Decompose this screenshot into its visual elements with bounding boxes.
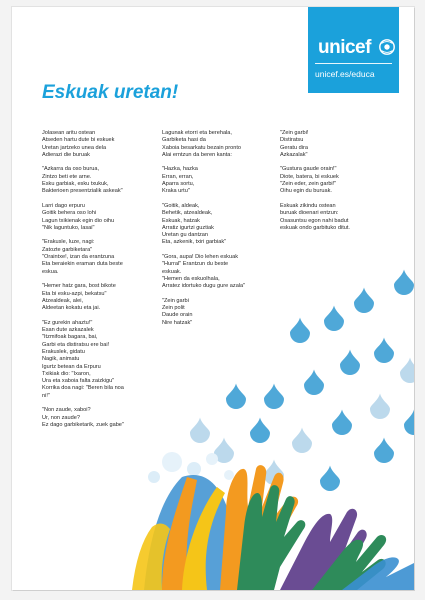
poem-line: Eskuak zikindu ostean <box>280 202 336 209</box>
poem-line: Arratez idortuko dugu gure azala" <box>162 283 246 290</box>
poem-line: eskuak. <box>162 268 182 275</box>
poem-line: "Zein eder, zein garbi!" <box>280 181 337 188</box>
poem-line: Garbiketa hasi da <box>162 137 206 144</box>
colorful-hands <box>132 465 414 590</box>
poem-line: Zintzo beti ete arne. <box>42 173 92 180</box>
poem-line: Distiratsu <box>280 137 304 144</box>
poem-line: Adierazi die buruak <box>42 151 90 158</box>
poem-line: Oihu egin du buruak. <box>280 188 332 195</box>
poem-line: Aldeetan kokatu eta jai. <box>42 305 101 312</box>
poem-line: "Nik laguntuko, lasai" <box>42 224 95 231</box>
poem-line: "Hemer hatz gara, bost bikote <box>42 283 116 290</box>
water-drop <box>340 350 360 376</box>
poem-line: Arratiz igurtzi guztiak <box>162 224 214 231</box>
water-drop <box>190 418 210 444</box>
poem-line: "Gora, aupa! Dio lehen eskuak <box>162 254 238 261</box>
poem-line: Bakterioen presentzialik askeak" <box>42 188 123 195</box>
document-page <box>12 7 414 590</box>
poem-line: Nire hatzak" <box>162 319 193 326</box>
water-drop <box>354 288 374 314</box>
poem-line: Esan dute azkazalek <box>42 327 94 334</box>
water-drop <box>290 318 310 344</box>
poem-line: Larri dago erpuru <box>42 202 85 209</box>
poem-line: Nagik, animatu <box>42 356 80 363</box>
poem-line: Ez dago garbiketarik, zuek gabe" <box>42 421 124 428</box>
water-drop <box>404 410 414 436</box>
poem-line: Eta, azkenik, txiri garbiak" <box>162 239 227 246</box>
poem-line: Osasuntsu egon nahi badut <box>280 217 349 224</box>
poem-line: Zein polit <box>162 305 185 312</box>
water-drop <box>374 338 394 364</box>
water-drop <box>370 394 390 420</box>
unicef-logo: unicef <box>318 37 371 58</box>
water-drop <box>264 384 284 410</box>
poem-line: "Itzmifoak bagara, bai, <box>42 334 98 341</box>
poem-line: "Azkarra da oso burua, <box>42 166 100 173</box>
poem-line: Ur, non zaude? <box>42 414 80 421</box>
poem-line: Esku garbiak, esku txukuk, <box>42 181 109 188</box>
poem-line: Garbi eta distiratsu ere bai! <box>42 341 110 348</box>
poem-line: Atseden hartu dute bi eskuek <box>42 137 115 144</box>
poem-line: eskua. <box>42 268 59 275</box>
water-drop <box>320 466 340 491</box>
poem-line: "Hemen da eskuolhala, <box>162 275 220 282</box>
poem-line: Uretan gu dantzan <box>162 232 209 239</box>
water-drop <box>394 270 414 296</box>
poem-line: "Hurral" Erantzun du beste <box>162 261 229 268</box>
poem-line: "Non zaude, xaboi? <box>42 407 91 414</box>
poem-line: Alai erntzun da beren kanta: <box>162 151 232 158</box>
poem-line: Igurtz betean da Erpuru <box>42 363 101 370</box>
poem-line: "Zein garbi <box>162 297 189 304</box>
poem-line: Aparra sortu, <box>162 181 195 188</box>
water-drops-and-hands-illustration <box>12 7 414 590</box>
poem-line: Lagun txikienak egin dio oihu <box>42 217 115 224</box>
poem-line: Uretan jartzeko unea dela <box>42 144 107 151</box>
poem-line: Atzealdeak, alei, <box>42 297 84 304</box>
poem-line: Txikiak dio: "Ixaron, <box>42 370 91 377</box>
poem-line: Eta beraiekin eraman duta beste <box>42 261 123 268</box>
poem-line: Azkazalak" <box>280 151 308 158</box>
poem-line: Daude orain <box>162 312 193 319</box>
page-title: Eskuak uretan! <box>42 82 179 103</box>
poem-line: Goitik behera oso lohi <box>42 210 97 217</box>
poem-line: "Oraintxe!, izan da erantzuna <box>42 254 115 261</box>
poem-line: "Ez gurekin ahaztu!" <box>42 319 93 326</box>
poem-line: "Erakusle, luze, nagi: <box>42 239 95 246</box>
poem-line: Jolasean aritu ostean <box>42 130 96 136</box>
poem-line: eskuak ondo garbituko ditut. <box>280 224 350 231</box>
poem-line: Zatozte garbiketara" <box>42 246 93 253</box>
poem-line: Geratu dira <box>280 144 308 151</box>
water-drop <box>304 370 324 396</box>
poem-line: Ura eta xaboia falta zaizkigu" <box>42 378 115 385</box>
poem-line: Erran, erran, <box>162 173 194 180</box>
water-drops <box>190 270 414 491</box>
poem-line: "Goitik, aldeak, <box>162 202 200 209</box>
poem-line: Kraka urtu" <box>162 188 190 195</box>
water-drop <box>226 384 246 410</box>
poem-line: "Zein garbi! <box>280 130 309 136</box>
poem-line: Behetik, atzealdeak, <box>162 210 213 217</box>
water-drop <box>250 418 270 444</box>
poem-line: Korrika doa nagi: "Beren bila noa <box>42 385 124 392</box>
water-drop <box>400 358 414 384</box>
poem-line: "Gustura gaude orain!" <box>280 166 337 173</box>
poem-line: Xaboia besarkatu bezain pronto <box>162 144 241 151</box>
poem-line: buruak dioenari entzun: <box>280 210 339 217</box>
water-drop <box>374 438 394 464</box>
poem-line: "Hazka, hazka <box>162 166 198 173</box>
poem-line: Eskuak, hatzak <box>162 217 200 224</box>
poem-line: Diote, batera, bi eskuek <box>280 173 339 180</box>
poem-line: Lagunak etorri eta berehala, <box>162 130 232 136</box>
poem-line: ni!" <box>42 392 50 399</box>
water-drop <box>332 410 352 436</box>
unicef-url-link[interactable]: unicef.es/educa <box>315 69 375 79</box>
poem-line: Erakuslek, gidatu <box>42 348 85 355</box>
poem-line: Eta bi esku-azpi, bekatsu" <box>42 290 107 297</box>
water-drop <box>292 428 312 454</box>
water-drop <box>324 306 344 332</box>
